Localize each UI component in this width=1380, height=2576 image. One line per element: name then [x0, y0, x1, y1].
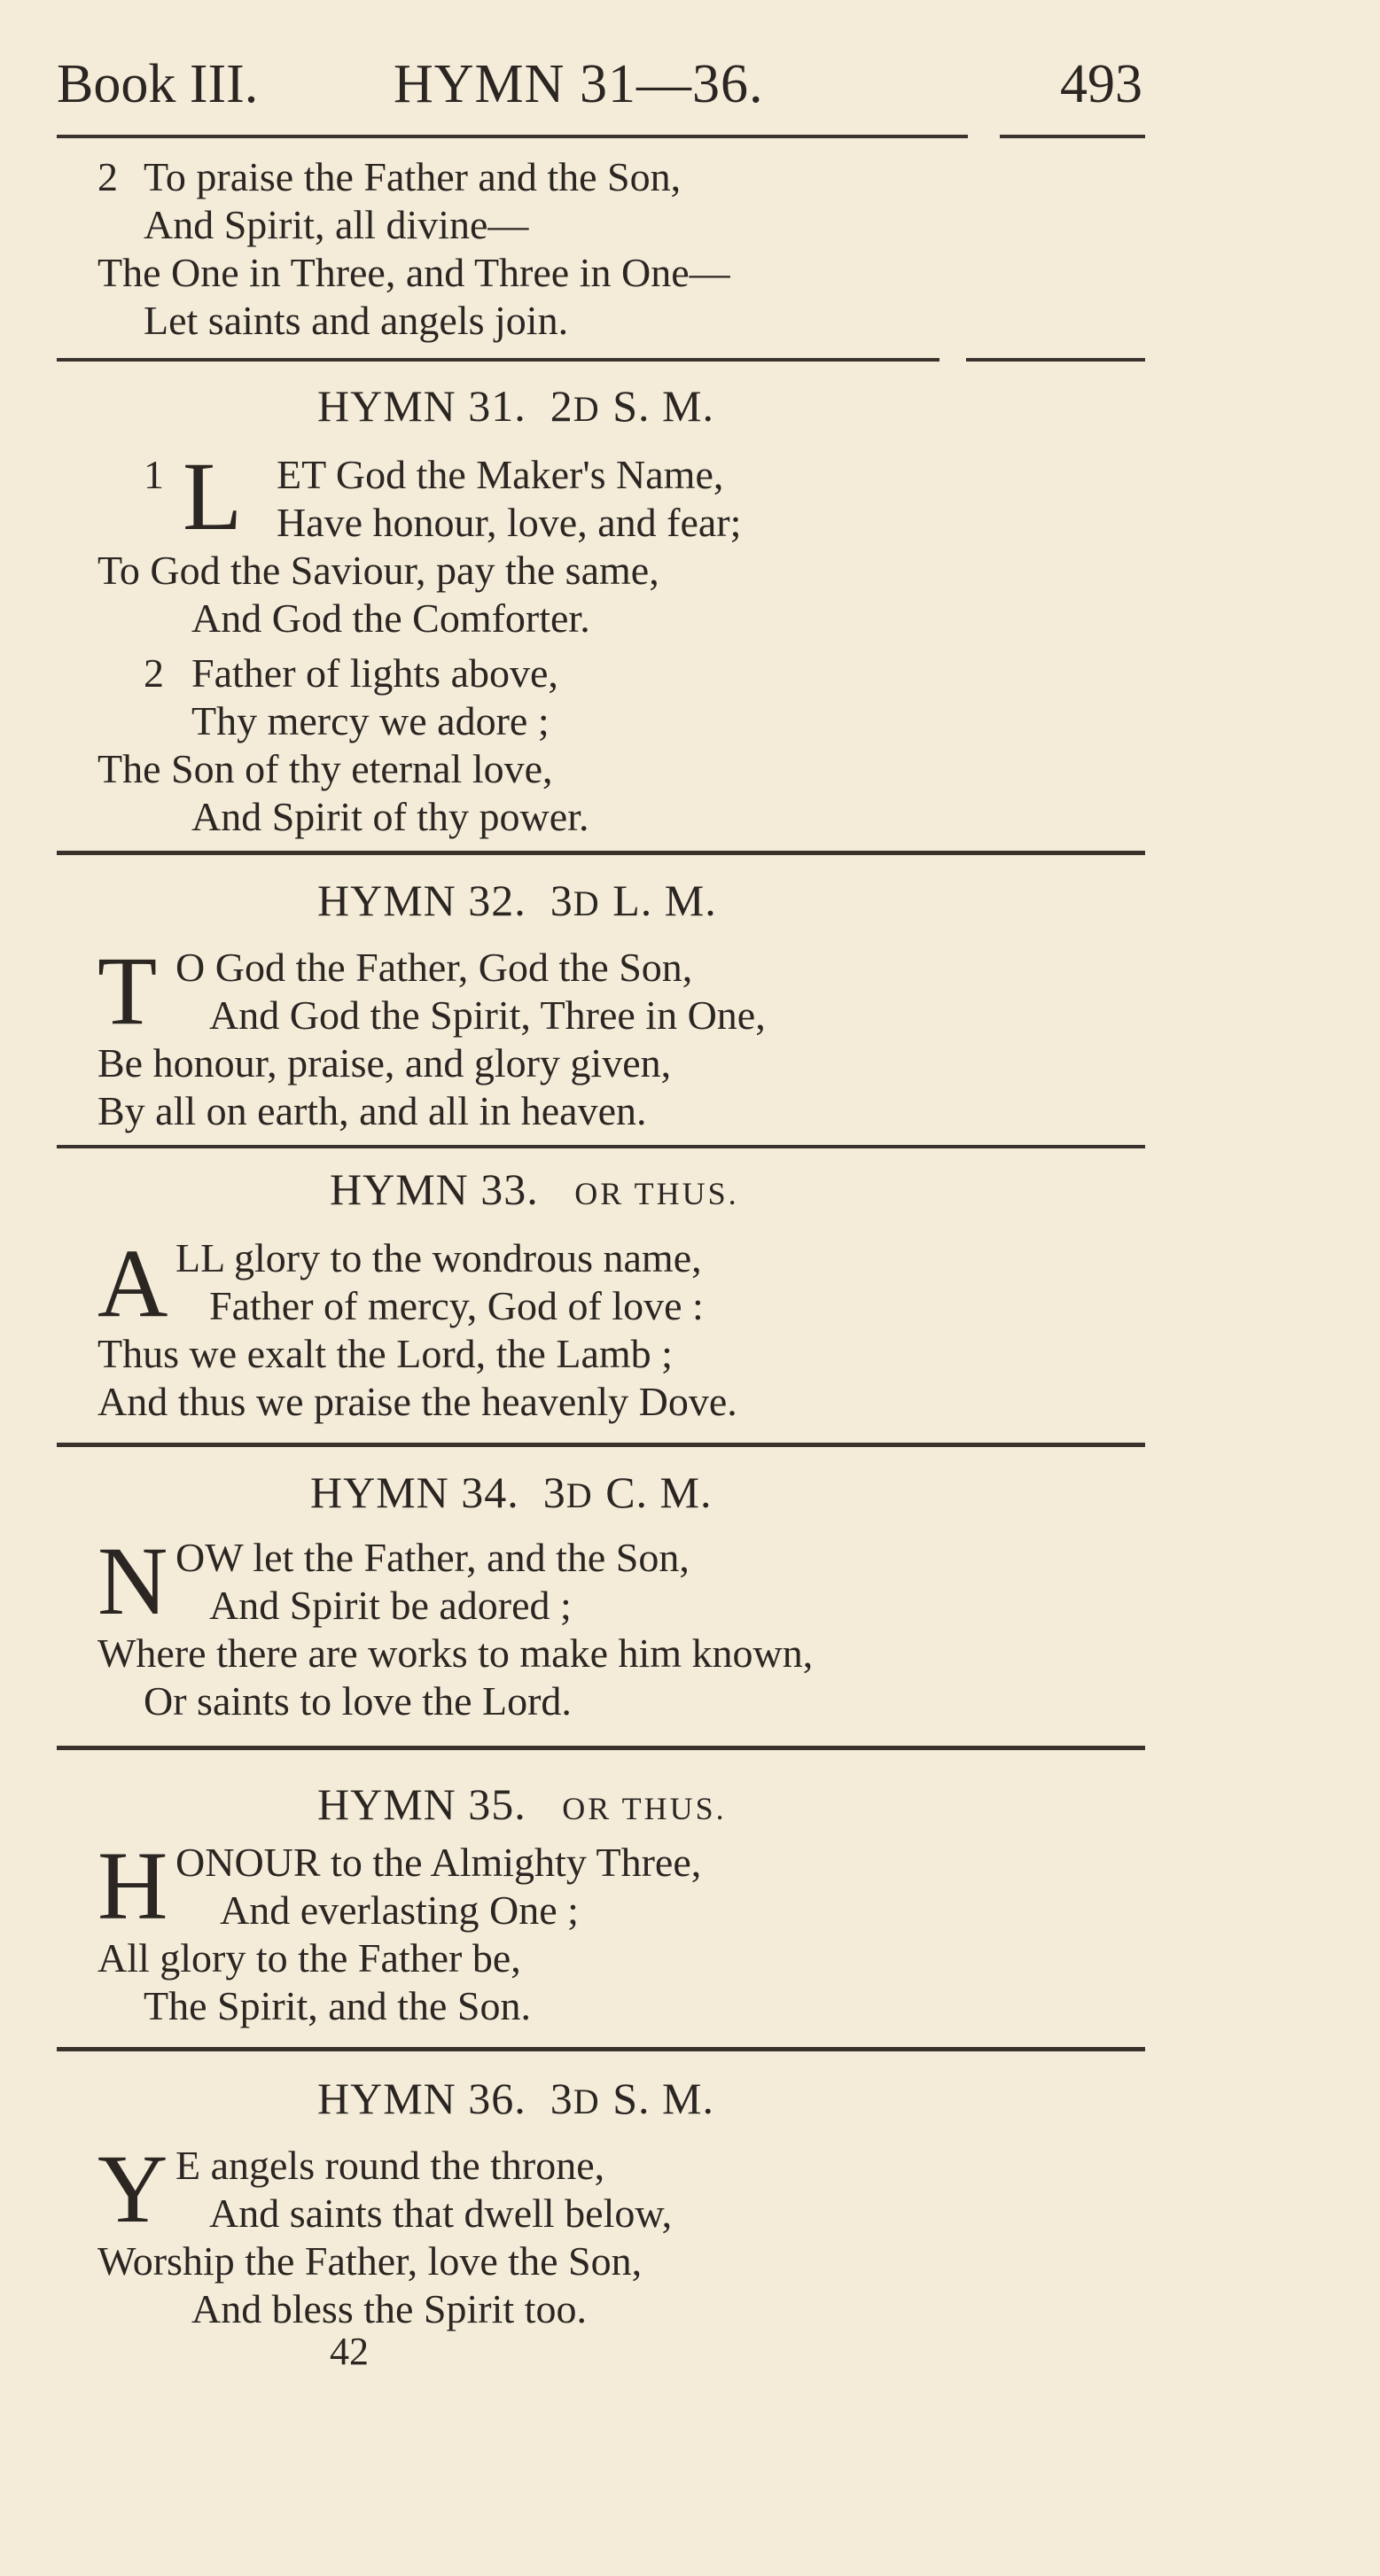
- verse-line: And God the Spirit, Three in One,: [209, 992, 766, 1038]
- verse-line: Father of lights above,: [191, 650, 558, 696]
- hymn-title: HYMN 31. 2D S. M.: [317, 381, 714, 431]
- verse-line: And God the Comforter.: [191, 595, 590, 641]
- drop-cap: A: [97, 1229, 168, 1337]
- verse-line: E angels round the throne,: [175, 2143, 605, 2188]
- header-rule-right: [1000, 135, 1145, 138]
- verse-line: The Spirit, and the Son.: [144, 1983, 531, 2028]
- verse-line: Be honour, praise, and glory given,: [97, 1040, 672, 1086]
- verse-line: And thus we praise the heavenly Dove.: [97, 1379, 737, 1424]
- page-number: 493: [1060, 54, 1142, 114]
- verse-line: O God the Father, God the Son,: [175, 945, 693, 990]
- verse-line: And saints that dwell below,: [209, 2191, 673, 2236]
- hymn-title: HYMN 36. 3D S. M.: [317, 2074, 714, 2123]
- section-rule: [57, 358, 939, 362]
- hymn-title: HYMN 34. 3D C. M.: [310, 1467, 713, 1517]
- drop-cap: N: [97, 1527, 168, 1635]
- header-title: HYMN 31—36.: [394, 54, 764, 114]
- section-rule: [57, 851, 1145, 855]
- verse-line: Let saints and angels join.: [144, 298, 569, 343]
- drop-cap: T: [97, 937, 158, 1045]
- hymn-title: HYMN 33. OR THUS.: [330, 1164, 739, 1214]
- verse-line: Worship the Father, love the Son,: [97, 2238, 643, 2284]
- verse-line: And everlasting One ;: [220, 1887, 579, 1933]
- verse-line: And bless the Spirit too.: [191, 2286, 587, 2331]
- verse-line: And Spirit be adored ;: [209, 1583, 572, 1628]
- section-rule: [57, 1145, 1145, 1148]
- verse-line: ET God the Maker's Name,: [277, 452, 724, 497]
- drop-cap: H: [97, 1832, 168, 1940]
- verse-line: ONOUR to the Almighty Three,: [175, 1840, 702, 1885]
- section-rule: [57, 2047, 1145, 2051]
- drop-cap: Y: [97, 2135, 168, 2243]
- running-header: [57, 44, 1156, 124]
- verse-line: Father of mercy, God of love :: [209, 1283, 704, 1328]
- verse-line: Thus we exalt the Lord, the Lamb ;: [97, 1331, 673, 1376]
- verse-line: By all on earth, and all in heaven.: [97, 1088, 647, 1133]
- hymn-title: HYMN 32. 3D L. M.: [317, 876, 717, 925]
- stanza-number: 1: [144, 452, 164, 497]
- verse-line: Or saints to love the Lord.: [144, 1678, 572, 1724]
- verse-line: Have honour, love, and fear;: [277, 500, 742, 545]
- section-rule-right: [966, 358, 1145, 362]
- verse-line: The Son of thy eternal love,: [97, 746, 553, 791]
- verse-line: To praise the Father and the Son,: [144, 154, 682, 199]
- verse-line: Thy mercy we adore ;: [191, 698, 550, 743]
- verse-line: OW let the Father, and the Son,: [175, 1535, 690, 1580]
- verse-line: And Spirit of thy power.: [191, 794, 589, 839]
- signature-mark: 42: [330, 2330, 369, 2373]
- section-rule: [57, 1746, 1145, 1750]
- verse-line: LL glory to the wondrous name,: [175, 1235, 702, 1280]
- book-label: Book III.: [57, 54, 259, 114]
- verse-line: And Spirit, all divine—: [144, 202, 529, 247]
- section-rule: [57, 1443, 1145, 1447]
- hymn-title: HYMN 35. OR THUS.: [317, 1779, 727, 1829]
- drop-cap: L: [183, 442, 243, 550]
- stanza-number: 2: [97, 154, 118, 199]
- header-rule: [57, 135, 968, 138]
- verse-line: Where there are works to make him known,: [97, 1630, 814, 1676]
- verse-line: All glory to the Father be,: [97, 1935, 521, 1981]
- verse-line: The One in Three, and Three in One—: [97, 250, 730, 295]
- verse-line: To God the Saviour, pay the same,: [97, 548, 659, 593]
- stanza-number: 2: [144, 650, 164, 696]
